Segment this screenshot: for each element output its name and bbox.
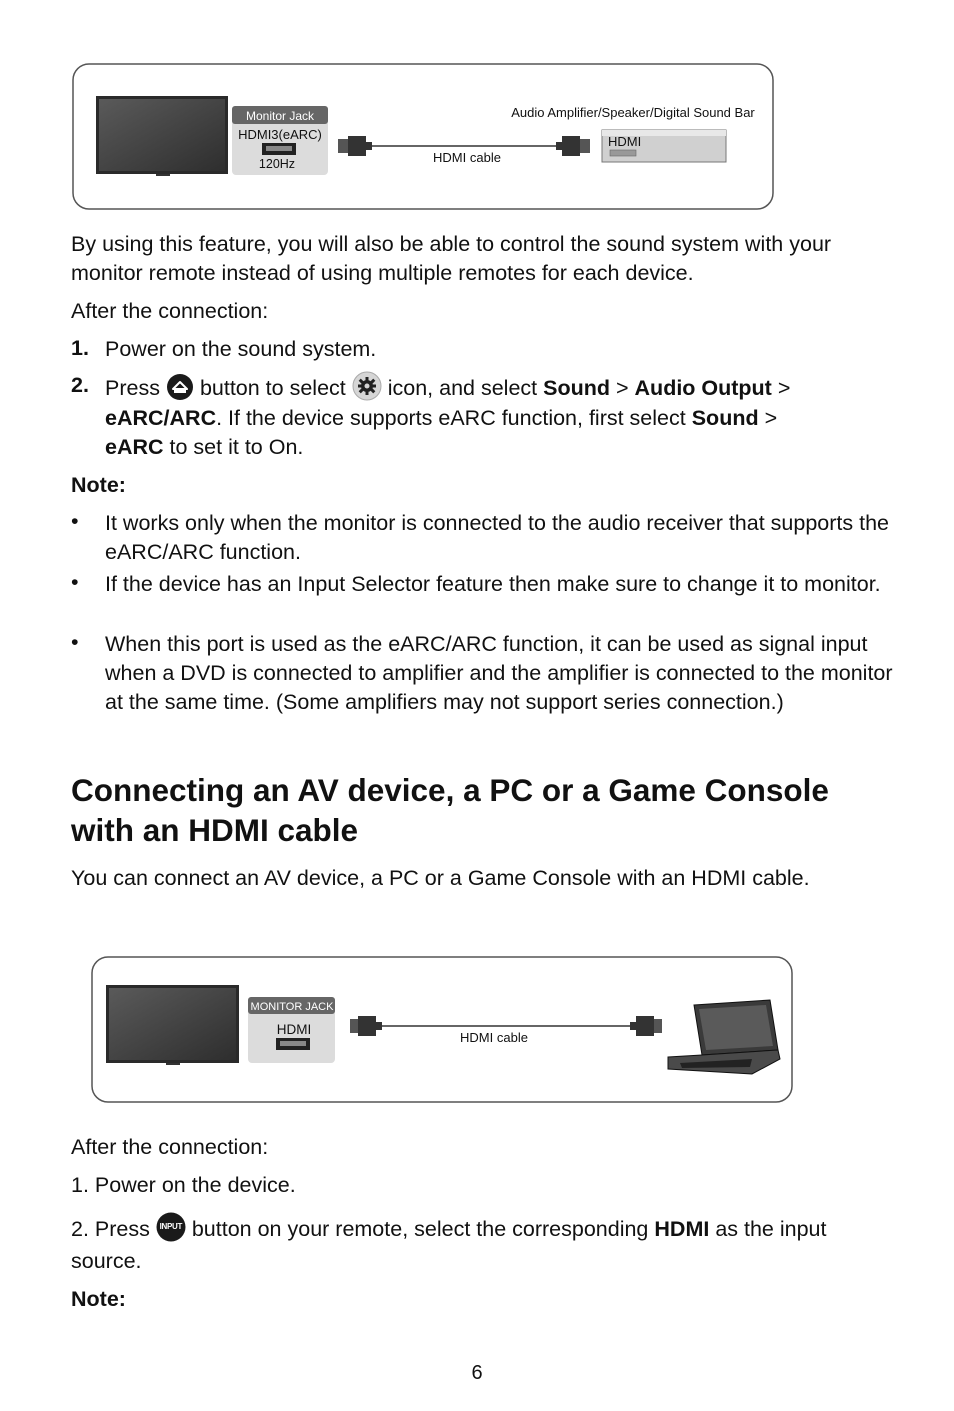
step-2-earc-arc: eARC/ARC <box>105 406 217 430</box>
note-label-1: Note: <box>71 473 126 497</box>
monitor-jack-label-2: MONITOR JACK <box>250 1001 334 1013</box>
step-2-sound-2: Sound <box>691 406 759 430</box>
bullet-3: • <box>71 630 79 654</box>
step-2-icon-and-select: icon, and select <box>387 376 538 400</box>
step-2-gt-3: > <box>764 406 778 430</box>
step2-2-text <box>71 1212 871 1277</box>
step-2-set-on: to set it to On. <box>169 435 304 459</box>
after-connection-2: After the connection: <box>71 1135 269 1159</box>
step2-2-button-on-remote: button on your remote, select the corresponding <box>191 1217 649 1241</box>
monitor-illustration <box>96 96 228 176</box>
port-label-2: HDMI <box>276 1022 312 1037</box>
step-2-press: Press <box>105 376 160 400</box>
refresh-label: 120Hz <box>258 157 296 171</box>
section-heading: Connecting an AV device, a PC or a Game Console with an HDMI cable <box>71 772 829 848</box>
step2-2-hdmi: HDMI <box>654 1217 710 1241</box>
note-label-2: Note: <box>71 1287 126 1311</box>
step-2-button-to-select: button to select <box>199 376 346 400</box>
step-2-sound: Sound <box>543 376 610 400</box>
after-connection-1: After the connection: <box>71 299 269 323</box>
page-number: 6 <box>471 1362 483 1384</box>
pc-connection-diagram <box>90 955 796 1105</box>
input-icon <box>156 1212 186 1242</box>
monitor-illustration-2 <box>106 985 239 1065</box>
step-2-text-cont <box>105 404 895 462</box>
intro-paragraph: By using this feature, you will also be able to control the sound system with your monitor remote instead of using multiple remotes for each device. <box>71 232 832 285</box>
step2-1-text: 1. Power on the device. <box>71 1173 296 1197</box>
note-1: It works only when the monitor is connected to the audio receiver that supports the eARC/ARC function. <box>105 511 889 564</box>
port-label: HDMI3(eARC) <box>238 127 322 142</box>
step-2-earc: eARC <box>105 435 164 459</box>
step-2-gt-1: > <box>615 376 629 400</box>
note-2: If the device has an Input Selector feature then make sure to change it to monitor. <box>105 572 881 596</box>
device-label: Audio Amplifier/Speaker/Digital Sound Bar <box>511 105 755 120</box>
bullet-2: • <box>71 570 79 594</box>
step2-2-input-source: as the input source. <box>71 1217 827 1273</box>
soundbar-connection-diagram <box>70 62 776 212</box>
device-port-label: HDMI <box>608 134 642 149</box>
monitor-jack-label: Monitor Jack <box>245 109 315 123</box>
step2-2-press: 2. Press <box>71 1217 150 1241</box>
input-icon-label: INPUT <box>159 1222 183 1231</box>
step-2-number: 2. <box>71 373 89 397</box>
step-2-if-supports: . If the device supports eARC function, first select <box>216 406 686 430</box>
cable-label-2: HDMI cable <box>460 1030 528 1045</box>
step-2-audio-output: Audio Output <box>634 376 772 400</box>
step-2-gt-2: > <box>777 376 791 400</box>
cable-label: HDMI cable <box>433 150 501 165</box>
step-1-number: 1. <box>71 336 89 360</box>
note-3: When this port is used as the eARC/ARC function, it can be used as signal input when a DVD is connected to amplifier and the amplifier is connected to the monitor at the same time. (Some amplifiers may not support series connection.) <box>105 632 893 714</box>
section-description: You can connect an AV device, a PC or a Game Console with an HDMI cable. <box>71 866 810 890</box>
bullet-1: • <box>71 509 79 533</box>
step-1-text: Power on the sound system. <box>105 337 377 361</box>
